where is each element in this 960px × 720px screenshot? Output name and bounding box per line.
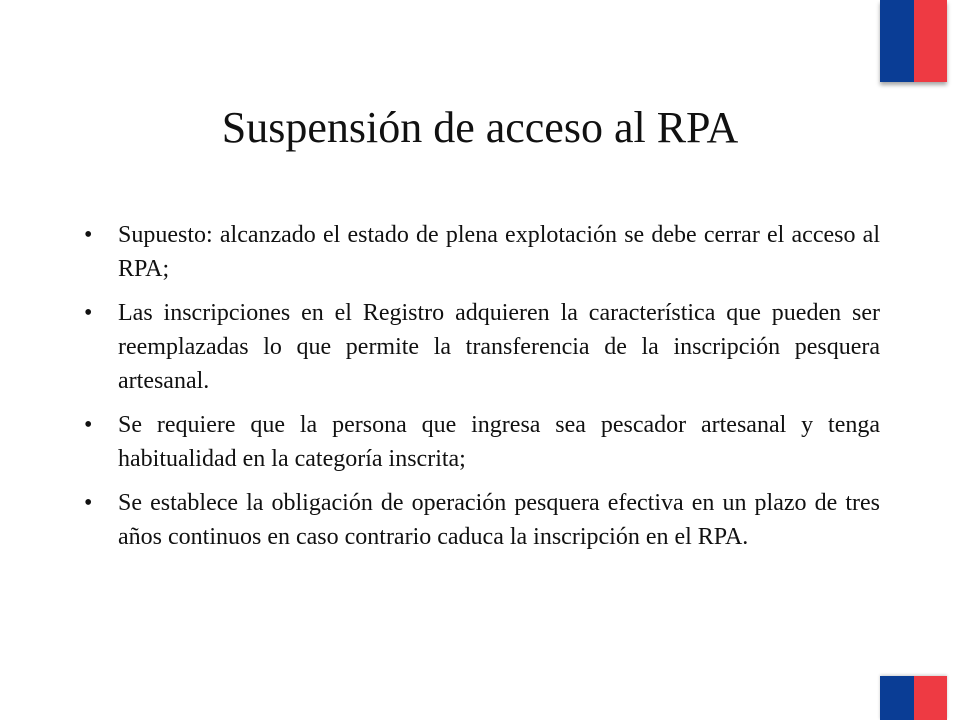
- bullet-item: [80, 296, 880, 398]
- bullet-text: Las inscripciones en el Registro adquieren la característica que pueden ser reemplazadas lo que permite la transferencia de la inscripción pesquera artesanal.: [118, 300, 880, 394]
- flag-logo-top: [880, 0, 947, 82]
- slide-title: Suspensión de acceso al RPA: [221, 103, 739, 152]
- flag-red-stripe: [914, 676, 948, 720]
- bullet-text: Se requiere que la persona que ingresa sea pescador artesanal y tenga habitualidad en la categoría inscrita;: [118, 412, 880, 472]
- flag-logo-bottom: [880, 676, 947, 720]
- bullet-list: [80, 218, 880, 564]
- bullet-text: Se establece la obligación de operación pesquera efectiva en un plazo de tres años continuos en caso contrario caduca la inscripción en el RPA.: [118, 490, 880, 550]
- bullet-item: [80, 408, 880, 476]
- flag-red-stripe: [914, 0, 948, 82]
- bullet-item: [80, 486, 880, 554]
- bullet-text: Supuesto: alcanzado el estado de plena explotación se debe cerrar el acceso al RPA;: [118, 222, 880, 282]
- bullet-dot-icon: •: [84, 300, 93, 326]
- bullet-dot-icon: •: [84, 412, 93, 438]
- flag-blue-stripe: [880, 0, 914, 82]
- flag-blue-stripe: [880, 676, 914, 720]
- bullet-dot-icon: •: [84, 490, 93, 516]
- bullet-dot-icon: •: [84, 222, 93, 248]
- bullet-item: [80, 218, 880, 286]
